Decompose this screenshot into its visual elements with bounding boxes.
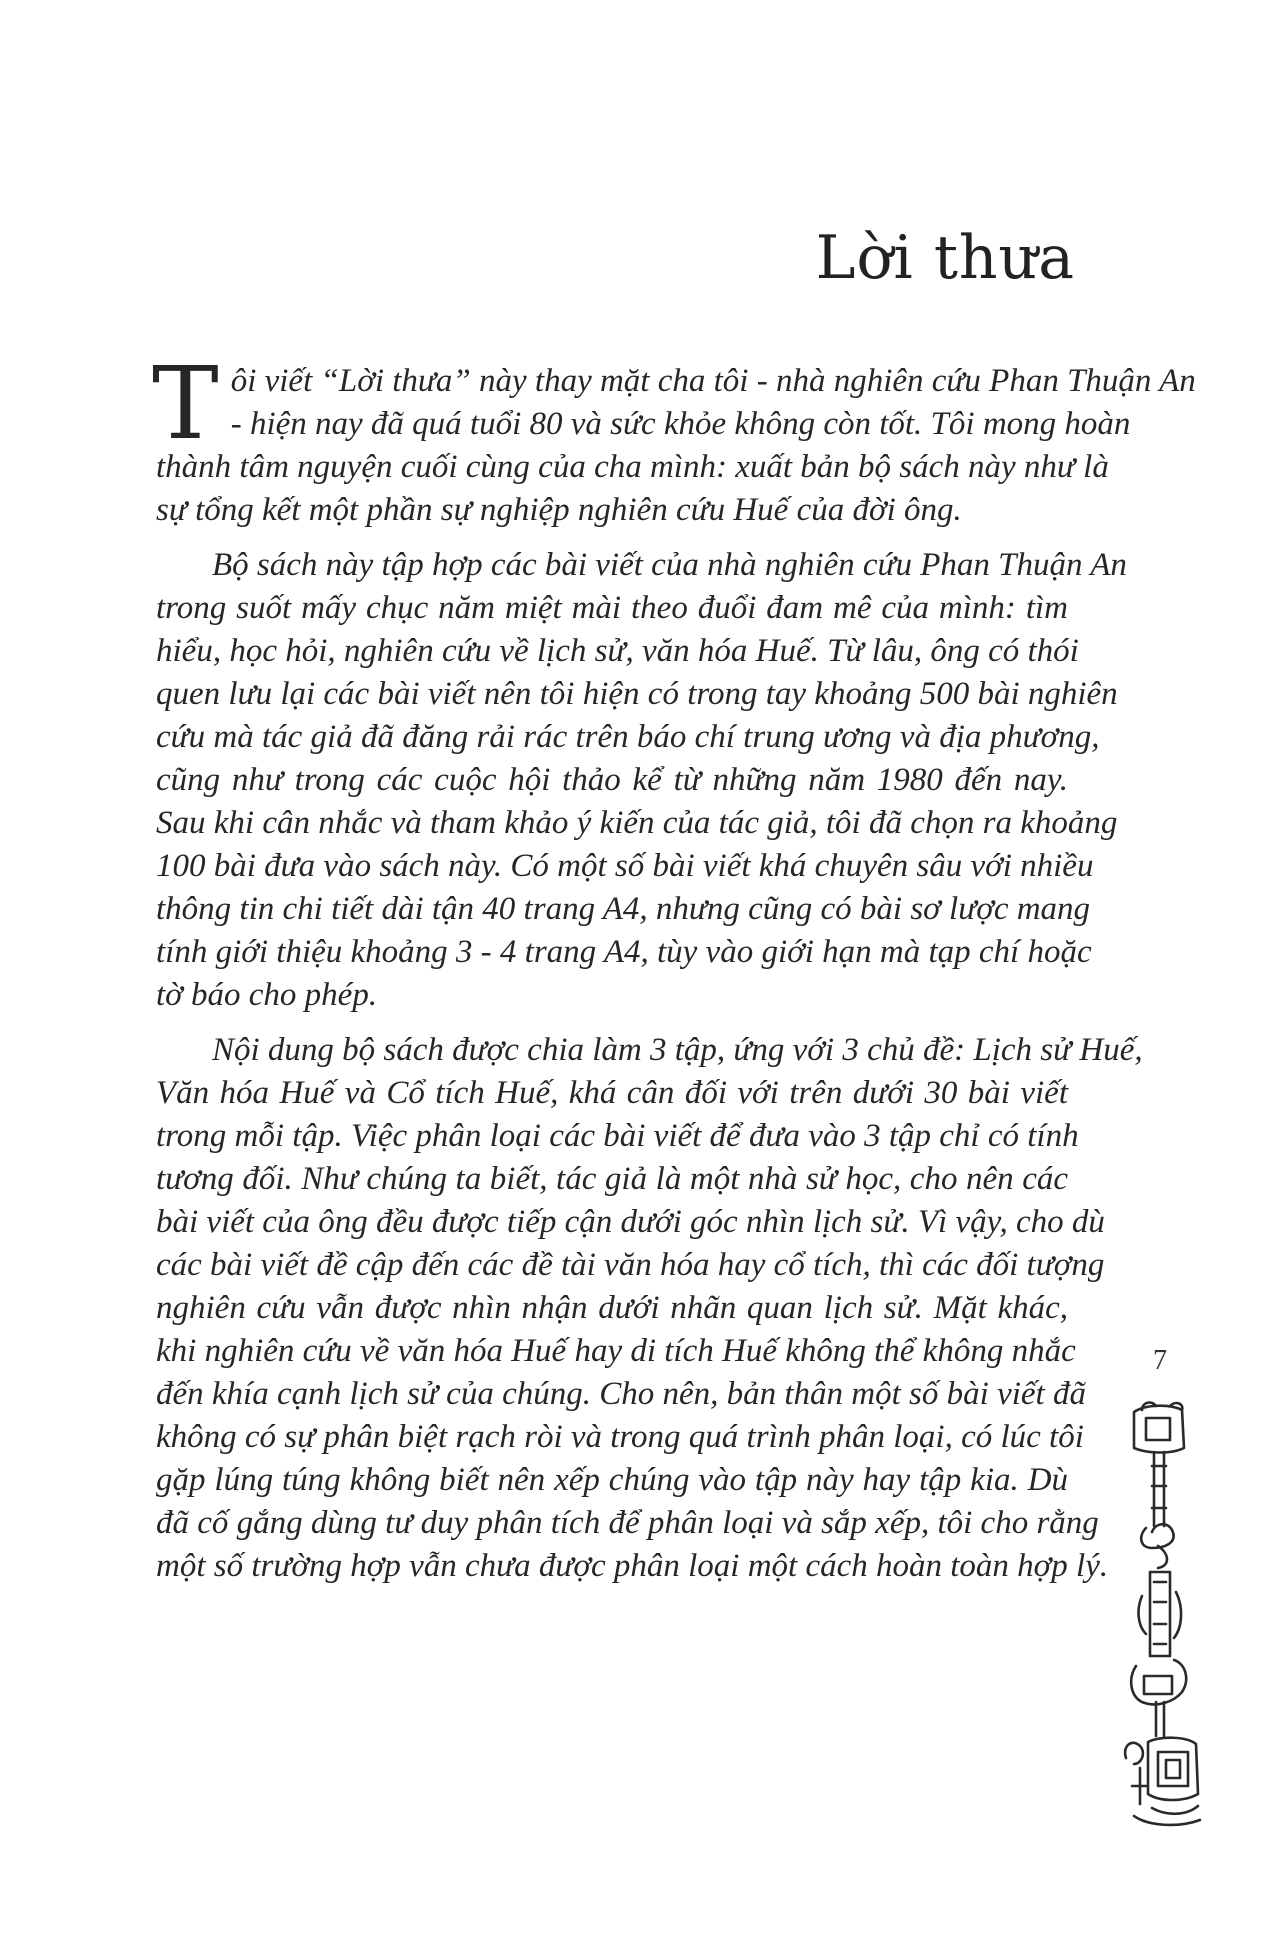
text-line: hiểu, học hỏi, nghiên cứu về lịch sử, văn hóa Huế. Từ lâu, ông có thói [156, 633, 1079, 669]
paragraph-1 [152, 345, 1196, 532]
page-number: 7 [1153, 1345, 1167, 1376]
paragraph-2 [156, 544, 1127, 1017]
text-line: Sau khi cân nhắc và tham khảo ý kiến của tác giả, tôi đã chọn ra khoảng [156, 805, 1118, 841]
text-line: một số trường hợp vẫn chưa được phân loại một cách hoàn toàn hợp lý. [156, 1548, 1109, 1584]
text-line: tờ báo cho phép. [156, 977, 378, 1013]
text-line: Nội dung bộ sách được chia làm 3 tập, ứng với 3 chủ đề: Lịch sử Huế, [212, 1032, 1143, 1068]
body-text [152, 345, 1196, 1600]
text-line: đã cố gắng dùng tư duy phân tích để phân loại và sắp xếp, tôi cho rằng [156, 1505, 1099, 1541]
text-line: quen lưu lại các bài viết nên tôi hiện có trong tay khoảng 500 bài nghiên [156, 676, 1118, 712]
text-line: thông tin chi tiết dài tận 40 trang A4, nhưng cũng có bài sơ lược mang [156, 891, 1091, 927]
text-line: sự tổng kết một phần sự nghiệp nghiên cứu Huế của đời ông. [156, 492, 962, 528]
page-title: Lời thưa [815, 223, 1075, 293]
text-line: thành tâm nguyện cuối cùng của cha mình: xuất bản bộ sách này như là [156, 449, 1109, 485]
text-line: khi nghiên cứu về văn hóa Huế hay di tích Huế không thể không nhắc [156, 1333, 1076, 1369]
text-line: Bộ sách này tập hợp các bài viết của nhà nghiên cứu Phan Thuận An [212, 547, 1127, 583]
text-line: gặp lúng túng không biết nên xếp chúng vào tập này hay tập kia. Dù [156, 1462, 1068, 1498]
text-line: cứu mà tác giả đã đăng rải rác trên báo chí trung ương và địa phương, [156, 719, 1100, 755]
drop-cap: T [152, 345, 219, 462]
text-line: trong suốt mấy chục năm miệt mài theo đuổi đam mê của mình: tìm [156, 590, 1068, 626]
text-line: đến khía cạnh lịch sử của chúng. Cho nên, bản thân một số bài viết đã [156, 1376, 1086, 1412]
text-line: ôi viết “Lời thưa” này thay mặt cha tôi - nhà nghiên cứu Phan Thuận An [230, 363, 1196, 399]
paragraph-3 [156, 1029, 1143, 1588]
text-line: trong mỗi tập. Việc phân loại các bài viết để đưa vào 3 tập chỉ có tính [156, 1118, 1079, 1154]
text-line: cũng như trong các cuộc hội thảo kể từ những năm 1980 đến nay. [156, 762, 1068, 798]
text-line: các bài viết đề cập đến các đề tài văn hóa hay cổ tích, thì các đối tượng [156, 1247, 1105, 1283]
text-line: 100 bài đưa vào sách này. Có một số bài viết khá chuyên sâu với nhiều [156, 848, 1094, 884]
text-line: Văn hóa Huế và Cổ tích Huế, khá cân đối với trên dưới 30 bài viết [156, 1075, 1068, 1111]
text-line: bài viết của ông đều được tiếp cận dưới góc nhìn lịch sử. Vì vậy, cho dù [156, 1204, 1105, 1240]
text-line: - hiện nay đã quá tuổi 80 và sức khỏe không còn tốt. Tôi mong hoàn [230, 406, 1131, 442]
text-line: không có sự phân biệt rạch ròi và trong quá trình phân loại, có lúc tôi [156, 1419, 1084, 1455]
text-line: nghiên cứu vẫn được nhìn nhận dưới nhãn quan lịch sử. Mặt khác, [156, 1290, 1068, 1326]
vertical-decorative-border-icon [1112, 1396, 1208, 1851]
text-line: tính giới thiệu khoảng 3 - 4 trang A4, tùy vào giới hạn mà tạp chí hoặc [156, 934, 1092, 970]
text-line: tương đối. Như chúng ta biết, tác giả là một nhà sử học, cho nên các [156, 1161, 1068, 1197]
